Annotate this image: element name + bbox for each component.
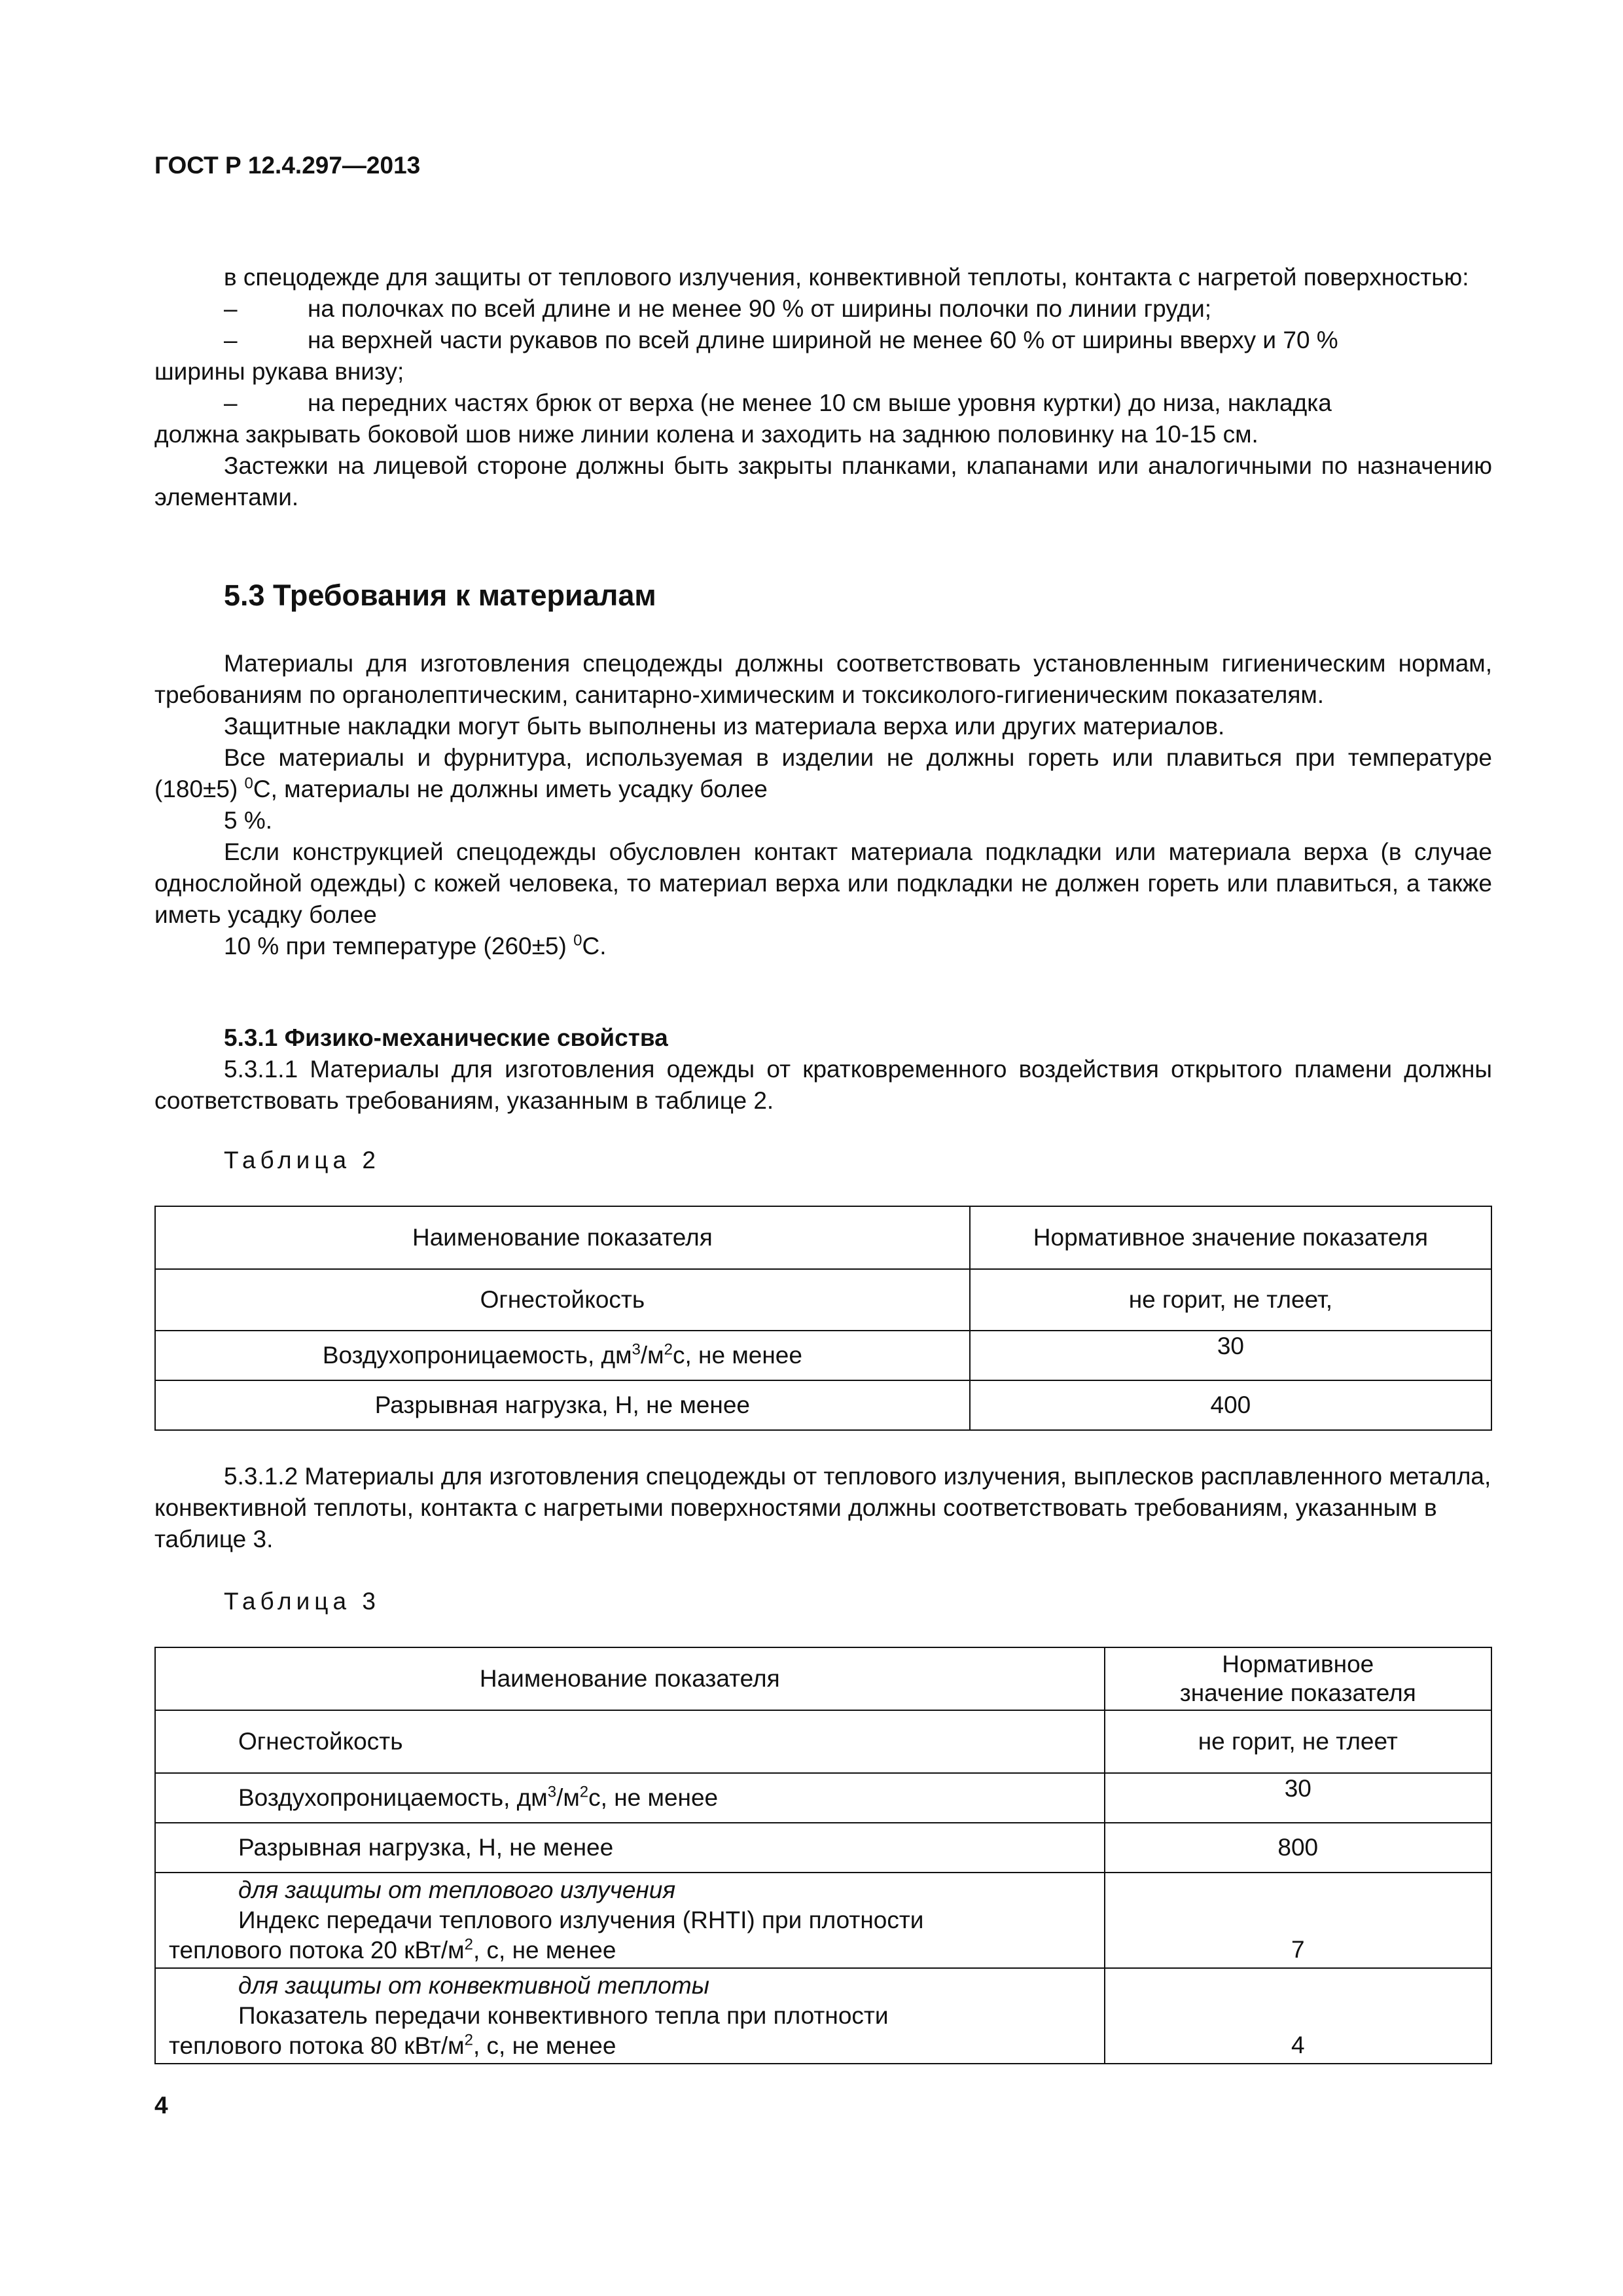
indicator-value: 4 [1105,1968,1491,2064]
clause-5311: 5.3.1.1 Материалы для изготовления одежды от кратковременного воздействия открытого пламени должны соответствовать требованиям, указанным в таблице 2. [154,1056,1492,1114]
cell-text: Воздухопроницаемость, дм [322,1342,632,1369]
cell-text: , с, не менее [473,1937,616,1964]
list-item [154,387,1492,419]
contact-temperature [154,931,1492,962]
paragraph-text: 10 % при температуре (260±5) [224,933,574,960]
row-group-heading: для защиты от теплового излучения [238,1876,676,1903]
cell-text [169,1935,1096,1965]
table-row [155,1773,1491,1823]
fasteners-paragraph: Застежки на лицевой стороне должны быть закрыты планками, клапанами или аналогичными по назначению элементами. [154,452,1492,511]
list-item-continuation: должна закрывать боковой шов ниже линии колена и заходить на заднюю половинку на 10-15 см. [154,421,1258,448]
indicator-name [155,1773,1105,1823]
superscript: 3 [632,1340,641,1359]
overlays-paragraph: Защитные накладки могут быть выполнены из материала верха или других материалов. [224,713,1225,740]
list-item-text: на передних частях брюк от верха (не менее 10 см выше уровня куртки) до низа, накладка [308,389,1332,416]
degree-superscript: 0 [244,774,253,793]
row-group-heading: для защиты от конвективной теплоты [238,1972,709,1999]
column-header: Наименование показателя [155,1647,1105,1710]
table-row [155,1873,1491,1968]
dash-marker: – [224,295,238,322]
list-item-text: на полочках по всей длине и не менее 90 % от ширины полочки по линии груди; [308,295,1212,322]
cell-text: , с, не менее [473,2032,616,2059]
superscript: 3 [547,1783,557,1801]
superscript: 2 [464,2031,473,2049]
table-3 [154,1647,1492,2064]
indicator-name: Огнестойкость [155,1269,970,1331]
table-2 [154,1206,1492,1431]
indicator-name: Огнестойкость [155,1710,1105,1773]
table-header-row [155,1647,1491,1710]
temperature-paragraph [154,742,1492,805]
header-line: значение показателя [1179,1679,1416,1706]
subsection-body [154,1022,1492,1117]
degree-superscript: 0 [573,931,582,950]
contact-paragraph: Если конструкцией спецодежды обусловлен контакт материала подкладки или материала верха (в случае однослойной одежды) с кожей человека, то материал верха или подкладки не должен гореть или плавиться, а также иметь усадку более [154,838,1492,928]
indicator-name [155,1968,1105,2064]
header-line: Нормативное [1222,1651,1374,1677]
intro-paragraph: в спецодежде для защиты от теплового излучения, конвективной теплоты, контакта с нагретой поверхностью: [224,264,1469,291]
superscript: 2 [664,1340,673,1359]
superscript: 2 [579,1783,589,1801]
list-item [154,325,1492,356]
table-row [155,1710,1491,1773]
indicator-value: 7 [1105,1873,1491,1968]
table-header-row [155,1206,1491,1269]
paragraph-text: С, материалы не должны иметь усадку более [253,776,768,802]
superscript: 2 [464,1935,473,1954]
cell-text: Воздухопроницаемость, дм [238,1784,548,1811]
page-number: 4 [154,2092,168,2119]
indicator-name [155,1331,970,1380]
table-row [155,1331,1491,1380]
indicator-value: 400 [970,1380,1491,1430]
list-item [154,293,1492,325]
paragraph-text: С. [582,933,607,960]
indicator-value: 30 [970,1331,1491,1380]
section-title: 5.3 Требования к материалам [224,579,656,612]
column-header: Наименование показателя [155,1206,970,1269]
shrinkage-value: 5 %. [224,807,273,834]
indicator-name: Разрывная нагрузка, Н, не менее [155,1380,970,1430]
dash-marker: – [224,327,238,353]
indicator-name: Разрывная нагрузка, Н, не менее [155,1823,1105,1873]
column-header [1105,1647,1491,1710]
table-row [155,1968,1491,2064]
list-item-text: на верхней части рукавов по всей длине шириной не менее 60 % от ширины вверху и 70 % [308,327,1338,353]
cell-text: /м [640,1342,664,1369]
clause-5312: 5.3.1.2 Материалы для изготовления спецодежды от теплового излучения, выплесков расплавленного металла, конвективной теплоты, контакта с нагретыми поверхностями должны соответствовать требованиям, указанным в таблице 3. [154,1463,1491,1552]
cell-text: теплового потока 80 кВт/м [169,2032,465,2059]
cell-text: с, не менее [588,1784,719,1811]
indicator-value: не горит, не тлеет [1105,1710,1491,1773]
cell-text: Показатель передачи конвективного тепла при плотности [238,2002,889,2029]
indicator-value: не горит, не тлеет, [970,1269,1491,1331]
paragraph-text: Все материалы и фурнитура, используемая в изделии не должны гореть или плавиться при температуре (180±5) [154,744,1492,802]
table-row [155,1823,1491,1873]
clause-block [154,1461,1492,1555]
indicator-value: 800 [1105,1823,1491,1873]
cell-text: теплового потока 20 кВт/м [169,1937,465,1964]
cell-text: /м [556,1784,580,1811]
subsection-title: 5.3.1 Физико-механические свойства [224,1024,668,1051]
cell-text: с, не менее [672,1342,802,1369]
table2-caption: Таблица 2 [224,1147,380,1174]
table-row [155,1269,1491,1331]
document-header: ГОСТ Р 12.4.297—2013 [154,152,421,179]
materials-paragraph: Материалы для изготовления спецодежды должны соответствовать установленным гигиеническим нормам, требованиям по органолептическим, санитарно-химическим и токсиколого-гигиеническим показателям. [154,650,1492,708]
cell-text [169,2031,1096,2061]
indicator-value: 30 [1105,1773,1491,1823]
list-item-continuation: ширины рукава внизу; [154,358,404,385]
intro-block [154,262,1492,513]
section-body [154,648,1492,962]
table3-caption: Таблица 3 [224,1588,380,1615]
column-header: Нормативное значение показателя [970,1206,1491,1269]
cell-text: Индекс передачи теплового излучения (RHTI) при плотности [238,1907,924,1933]
table-row [155,1380,1491,1430]
indicator-name [155,1873,1105,1968]
dash-marker: – [224,389,238,416]
